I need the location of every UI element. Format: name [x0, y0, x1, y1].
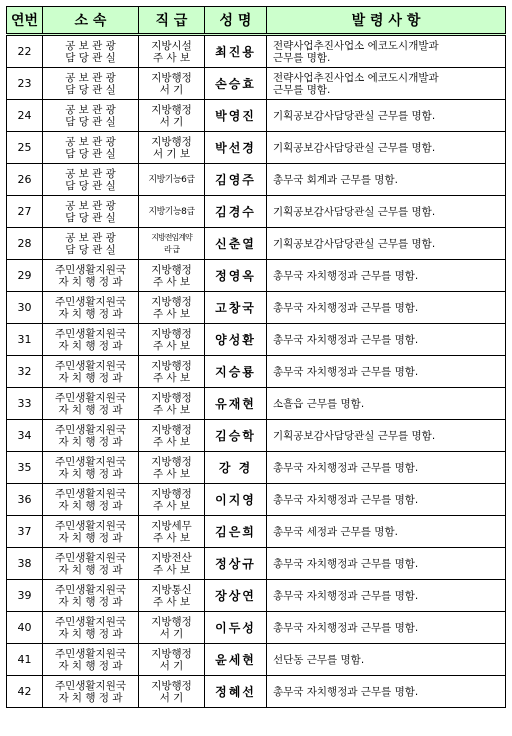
- dept-line: 자 치 행 정 과: [58, 531, 123, 544]
- grade-cell: [139, 164, 205, 196]
- row-number: 38: [7, 548, 43, 580]
- dept-line: 공 보 관 광: [65, 199, 116, 212]
- row-number: 24: [7, 100, 43, 132]
- grade-cell: [139, 388, 205, 420]
- person-name: 유재현: [205, 388, 267, 420]
- grade-line: 지방행정: [151, 71, 192, 84]
- table-row: [7, 68, 506, 100]
- grade-line: 주 사 보: [152, 563, 191, 576]
- desc-line: 총무국 자치행정과 근무를 명함.: [273, 301, 419, 314]
- department-cell: [43, 644, 139, 676]
- grade-line: 주 사 보: [152, 275, 191, 288]
- dept-line: 주민생활지원국: [54, 519, 126, 532]
- dept-line: 자 치 행 정 과: [58, 627, 123, 640]
- dept-line: 자 치 행 정 과: [58, 499, 123, 512]
- row-number: 39: [7, 580, 43, 612]
- row-number: 32: [7, 356, 43, 388]
- appointment-table: [6, 6, 506, 708]
- dept-line: 담 당 관 실: [65, 179, 116, 192]
- grade-line: 서 기: [159, 691, 184, 704]
- appointment-detail: [267, 580, 506, 612]
- desc-line: 기획공보감사담당관실 근무를 명함.: [273, 205, 436, 218]
- grade-cell: [139, 292, 205, 324]
- department-cell: [43, 548, 139, 580]
- person-name: 최진용: [205, 35, 267, 68]
- table-row: [7, 35, 506, 68]
- appointment-detail: [267, 516, 506, 548]
- person-name: 신춘열: [205, 228, 267, 260]
- dept-line: 담 당 관 실: [65, 115, 116, 128]
- person-name: 김경수: [205, 196, 267, 228]
- table-row: [7, 292, 506, 324]
- grade-line: 지방행정: [151, 391, 192, 404]
- person-name: 김승학: [205, 420, 267, 452]
- dept-line: 주민생활지원국: [54, 423, 126, 436]
- desc-line: 총무국 세정과 근무를 명함.: [273, 525, 398, 538]
- row-number: 35: [7, 452, 43, 484]
- person-name: 지승룡: [205, 356, 267, 388]
- header-row: [7, 7, 506, 35]
- desc-line: 총무국 자치행정과 근무를 명함.: [273, 333, 419, 346]
- dept-line: 주민생활지원국: [54, 327, 126, 340]
- row-number: 33: [7, 388, 43, 420]
- dept-line: 자 치 행 정 과: [58, 563, 123, 576]
- grade-cell: [139, 228, 205, 260]
- header-grade: 직 급: [139, 7, 205, 35]
- person-name: 박영진: [205, 100, 267, 132]
- appointment-detail: [267, 324, 506, 356]
- desc-line: 기획공보감사담당관실 근무를 명함.: [273, 141, 436, 154]
- department-cell: [43, 612, 139, 644]
- table-row: [7, 228, 506, 260]
- appointment-detail: [267, 196, 506, 228]
- dept-line: 담 당 관 실: [65, 147, 116, 160]
- appointment-detail: [267, 548, 506, 580]
- grade-line: 지방행정: [151, 679, 192, 692]
- person-name: 이두성: [205, 612, 267, 644]
- dept-line: 공 보 관 광: [65, 103, 116, 116]
- table-row: [7, 100, 506, 132]
- grade-line: 서 기: [159, 627, 184, 640]
- row-number: 40: [7, 612, 43, 644]
- grade-line: 지방전산: [151, 551, 192, 564]
- appointment-detail: [267, 68, 506, 100]
- grade-cell: [139, 452, 205, 484]
- desc-line: 전략사업추진사업소 에코도시개발과: [273, 39, 439, 52]
- grade-line: 주 사 보: [152, 435, 191, 448]
- row-number: 23: [7, 68, 43, 100]
- person-name: 강 경: [205, 452, 267, 484]
- grade-cell: [139, 260, 205, 292]
- department-cell: [43, 132, 139, 164]
- table-row: [7, 356, 506, 388]
- row-number: 27: [7, 196, 43, 228]
- grade-line: 지방행정: [151, 423, 192, 436]
- table-row: [7, 612, 506, 644]
- table-row: [7, 164, 506, 196]
- desc-line: 소흘읍 근무를 명함.: [273, 397, 365, 410]
- desc-line: 총무국 자치행정과 근무를 명함.: [273, 685, 419, 698]
- appointment-detail: [267, 292, 506, 324]
- appointment-detail: [267, 612, 506, 644]
- person-name: 양성환: [205, 324, 267, 356]
- dept-line: 자 치 행 정 과: [58, 403, 123, 416]
- grade-cell: [139, 548, 205, 580]
- header-name: 성 명: [205, 7, 267, 35]
- grade-line: 지방세무: [151, 519, 192, 532]
- grade-line: 라 급: [164, 244, 179, 254]
- dept-line: 주민생활지원국: [54, 647, 126, 660]
- row-number: 22: [7, 35, 43, 68]
- dept-line: 공 보 관 광: [65, 135, 116, 148]
- grade-line: 지방행정: [151, 615, 192, 628]
- appointment-detail: [267, 644, 506, 676]
- grade-line: 지방행정: [151, 359, 192, 372]
- row-number: 30: [7, 292, 43, 324]
- department-cell: [43, 484, 139, 516]
- dept-line: 공 보 관 광: [65, 39, 116, 52]
- department-cell: [43, 68, 139, 100]
- table-row: [7, 484, 506, 516]
- desc-line: 전략사업추진사업소 에코도시개발과: [273, 71, 439, 84]
- dept-line: 자 치 행 정 과: [58, 307, 123, 320]
- table-row: [7, 388, 506, 420]
- appointment-detail: [267, 260, 506, 292]
- department-cell: [43, 452, 139, 484]
- dept-line: 자 치 행 정 과: [58, 435, 123, 448]
- dept-line: 담 당 관 실: [65, 243, 116, 256]
- appointment-detail: [267, 164, 506, 196]
- grade-line: 지방시설: [151, 39, 192, 52]
- grade-cell: [139, 100, 205, 132]
- grade-line: 지방행정: [151, 327, 192, 340]
- dept-line: 주민생활지원국: [54, 679, 126, 692]
- dept-line: 주민생활지원국: [54, 455, 126, 468]
- department-cell: [43, 676, 139, 708]
- grade-cell: [139, 35, 205, 68]
- grade-line: 지방행정: [151, 263, 192, 276]
- grade-line: 주 사 보: [152, 403, 191, 416]
- appointment-detail: [267, 100, 506, 132]
- row-number: 26: [7, 164, 43, 196]
- row-number: 37: [7, 516, 43, 548]
- appointment-detail: [267, 388, 506, 420]
- table-row: [7, 452, 506, 484]
- appointment-detail: [267, 420, 506, 452]
- table-row: [7, 548, 506, 580]
- desc-line: 총무국 자치행정과 근무를 명함.: [273, 269, 419, 282]
- appointment-detail: [267, 35, 506, 68]
- table-row: [7, 644, 506, 676]
- dept-line: 자 치 행 정 과: [58, 659, 123, 672]
- row-number: 36: [7, 484, 43, 516]
- desc-line: 총무국 회계과 근무를 명함.: [273, 173, 398, 186]
- grade-cell: [139, 644, 205, 676]
- grade-line: 주 사 보: [152, 531, 191, 544]
- grade-cell: [139, 484, 205, 516]
- grade-line: 주 사 보: [152, 339, 191, 352]
- grade-line: 서 기: [159, 659, 184, 672]
- department-cell: [43, 196, 139, 228]
- dept-line: 자 치 행 정 과: [58, 691, 123, 704]
- grade-line: 주 사 보: [152, 307, 191, 320]
- grade-line: 지방행정: [151, 487, 192, 500]
- grade-cell: [139, 324, 205, 356]
- grade-cell: [139, 356, 205, 388]
- table-row: [7, 516, 506, 548]
- grade-line: 지방기능8급: [148, 206, 195, 217]
- person-name: 윤세현: [205, 644, 267, 676]
- appointment-detail: [267, 484, 506, 516]
- dept-line: 자 치 행 정 과: [58, 467, 123, 480]
- department-cell: [43, 164, 139, 196]
- grade-line: 지방행정: [151, 135, 192, 148]
- table-row: [7, 196, 506, 228]
- grade-cell: [139, 516, 205, 548]
- dept-line: 주민생활지원국: [54, 615, 126, 628]
- row-number: 29: [7, 260, 43, 292]
- grade-cell: [139, 132, 205, 164]
- desc-line: 총무국 자치행정과 근무를 명함.: [273, 493, 419, 506]
- grade-cell: [139, 68, 205, 100]
- grade-cell: [139, 676, 205, 708]
- desc-line: 총무국 자치행정과 근무를 명함.: [273, 461, 419, 474]
- person-name: 김영주: [205, 164, 267, 196]
- header-desc: 발 령 사 항: [267, 7, 506, 35]
- desc-line: 기획공보감사담당관실 근무를 명함.: [273, 109, 436, 122]
- dept-line: 공 보 관 광: [65, 71, 116, 84]
- grade-cell: [139, 420, 205, 452]
- row-number: 25: [7, 132, 43, 164]
- dept-line: 주민생활지원국: [54, 583, 126, 596]
- appointment-sheet: [6, 6, 506, 708]
- table-row: [7, 132, 506, 164]
- department-cell: [43, 100, 139, 132]
- person-name: 박선경: [205, 132, 267, 164]
- dept-line: 주민생활지원국: [54, 551, 126, 564]
- dept-line: 주민생활지원국: [54, 487, 126, 500]
- desc-line: 총무국 자치행정과 근무를 명함.: [273, 589, 419, 602]
- department-cell: [43, 580, 139, 612]
- person-name: 정상규: [205, 548, 267, 580]
- table-row: [7, 420, 506, 452]
- grade-line: 주 사 보: [152, 51, 191, 64]
- table-row: [7, 580, 506, 612]
- department-cell: [43, 388, 139, 420]
- dept-line: 주민생활지원국: [54, 359, 126, 372]
- row-number: 31: [7, 324, 43, 356]
- grade-line: 지방행정: [151, 103, 192, 116]
- row-number: 28: [7, 228, 43, 260]
- department-cell: [43, 228, 139, 260]
- desc-line: 총무국 자치행정과 근무를 명함.: [273, 365, 419, 378]
- dept-line: 자 치 행 정 과: [58, 595, 123, 608]
- grade-line: 주 사 보: [152, 467, 191, 480]
- desc-line: 기획공보감사담당관실 근무를 명함.: [273, 237, 436, 250]
- department-cell: [43, 35, 139, 68]
- desc-line: 총무국 자치행정과 근무를 명함.: [273, 557, 419, 570]
- dept-line: 담 당 관 실: [65, 211, 116, 224]
- grade-line: 지방행정: [151, 455, 192, 468]
- dept-line: 주민생활지원국: [54, 263, 126, 276]
- grade-line: 지방행정: [151, 647, 192, 660]
- desc-line: 총무국 자치행정과 근무를 명함.: [273, 621, 419, 634]
- grade-line: 서 기 보: [152, 147, 191, 160]
- department-cell: [43, 292, 139, 324]
- appointment-detail: [267, 356, 506, 388]
- row-number: 42: [7, 676, 43, 708]
- grade-line: 지방행정: [151, 295, 192, 308]
- person-name: 김은희: [205, 516, 267, 548]
- appointment-detail: [267, 132, 506, 164]
- grade-line: 지방통신: [151, 583, 192, 596]
- grade-line: 주 사 보: [152, 499, 191, 512]
- desc-line: 근무를 명함.: [273, 83, 331, 96]
- grade-line: 주 사 보: [152, 371, 191, 384]
- header-no: 연번: [7, 7, 43, 35]
- desc-line: 기획공보감사담당관실 근무를 명함.: [273, 429, 436, 442]
- dept-line: 공 보 관 광: [65, 231, 116, 244]
- department-cell: [43, 324, 139, 356]
- grade-line: 서 기: [159, 83, 184, 96]
- appointment-detail: [267, 676, 506, 708]
- department-cell: [43, 516, 139, 548]
- grade-line: 지방전임계약: [151, 232, 192, 242]
- person-name: 정혜선: [205, 676, 267, 708]
- appointment-detail: [267, 452, 506, 484]
- person-name: 장상연: [205, 580, 267, 612]
- dept-line: 공 보 관 광: [65, 167, 116, 180]
- grade-cell: [139, 580, 205, 612]
- table-row: [7, 260, 506, 292]
- dept-line: 주민생활지원국: [54, 391, 126, 404]
- dept-line: 주민생활지원국: [54, 295, 126, 308]
- table-body: [7, 35, 506, 708]
- row-number: 41: [7, 644, 43, 676]
- department-cell: [43, 356, 139, 388]
- dept-line: 담 당 관 실: [65, 51, 116, 64]
- person-name: 이지영: [205, 484, 267, 516]
- department-cell: [43, 420, 139, 452]
- desc-line: 선단동 근무를 명함.: [273, 653, 365, 666]
- person-name: 고창국: [205, 292, 267, 324]
- person-name: 정영옥: [205, 260, 267, 292]
- appointment-detail: [267, 228, 506, 260]
- dept-line: 담 당 관 실: [65, 83, 116, 96]
- table-row: [7, 676, 506, 708]
- dept-line: 자 치 행 정 과: [58, 339, 123, 352]
- grade-line: 주 사 보: [152, 595, 191, 608]
- dept-line: 자 치 행 정 과: [58, 371, 123, 384]
- person-name: 손승효: [205, 68, 267, 100]
- department-cell: [43, 260, 139, 292]
- row-number: 34: [7, 420, 43, 452]
- header-dept: 소 속: [43, 7, 139, 35]
- grade-cell: [139, 612, 205, 644]
- grade-cell: [139, 196, 205, 228]
- grade-line: 서 기: [159, 115, 184, 128]
- table-row: [7, 324, 506, 356]
- grade-line: 지방기능6급: [148, 174, 195, 185]
- dept-line: 자 치 행 정 과: [58, 275, 123, 288]
- desc-line: 근무를 명함.: [273, 51, 331, 64]
